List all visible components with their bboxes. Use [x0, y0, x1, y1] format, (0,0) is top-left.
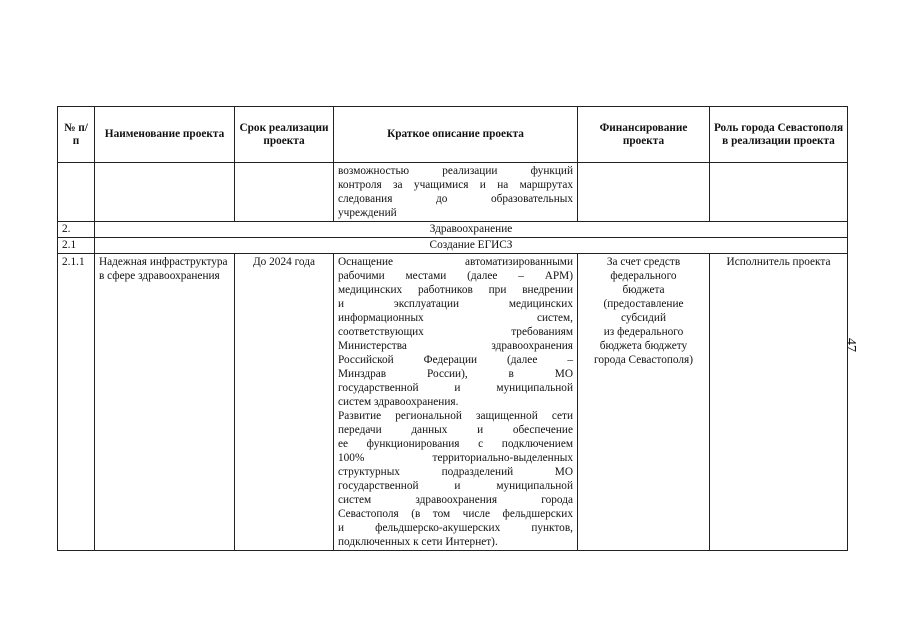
header-term: Срок реализации проекта — [235, 107, 334, 163]
desc-line: учреждений — [338, 207, 397, 219]
desc-line: рабочими местами (далее – АРМ) — [338, 270, 573, 282]
desc-line: государственной и муниципальной — [338, 382, 573, 394]
row-finance — [578, 254, 710, 551]
header-name: Наименование проекта — [95, 107, 235, 163]
desc-line: информационных систем, — [338, 312, 573, 324]
row-description — [334, 254, 578, 551]
continuation-row — [58, 163, 848, 222]
section-row — [58, 222, 848, 238]
row-num: 2.1.1 — [58, 254, 95, 551]
table-header-row — [58, 107, 848, 163]
header-num: № п/п — [58, 107, 95, 163]
cont-term — [235, 163, 334, 222]
desc-line: следования до образовательных — [338, 193, 573, 205]
desc-line: структурных подразделений МО — [338, 466, 573, 478]
desc-line: Российской Федерации (далее – — [338, 354, 573, 366]
project-table — [57, 106, 848, 551]
header-finance: Финансирование проекта — [578, 107, 710, 163]
subsection-title: Создание ЕГИСЗ — [95, 238, 848, 254]
cont-finance — [578, 163, 710, 222]
table-row — [58, 254, 848, 551]
subsection-row — [58, 238, 848, 254]
desc-line: соответствующих требованиям — [338, 326, 573, 338]
finance-line: (предоставление — [603, 298, 684, 310]
desc-line: Развитие региональной защищенной сети — [338, 410, 573, 422]
desc-line: Оснащение автоматизированными — [338, 256, 573, 268]
header-role: Роль города Севастополя в реализации проекта — [710, 107, 848, 163]
finance-line: из федерального — [603, 326, 684, 338]
cont-name — [95, 163, 235, 222]
desc-line: контроля за учащимися и на маршрутах — [338, 179, 573, 191]
finance-line: бюджета бюджету — [599, 340, 688, 352]
desc-line: систем здравоохранения. — [338, 396, 459, 408]
section-num: 2. — [58, 222, 95, 238]
desc-line: 100% территориально-выделенных — [338, 452, 573, 464]
desc-line: и эксплуатации медицинских — [338, 298, 573, 310]
header-description: Краткое описание проекта — [334, 107, 578, 163]
finance-line: За счет средств — [606, 256, 681, 268]
page-number: 47 — [843, 338, 858, 352]
desc-line: возможностью реализации функций — [338, 165, 573, 177]
finance-line: бюджета — [622, 284, 665, 296]
subsection-num: 2.1 — [58, 238, 95, 254]
desc-line: ее функционирования с подключением — [338, 438, 573, 450]
desc-line: государственной и муниципальной — [338, 480, 573, 492]
desc-line: Минздрав России), в МО — [338, 368, 573, 380]
desc-line: и фельдшерско-акушерских пунктов, — [338, 522, 573, 534]
desc-line: Министерства здравоохранения — [338, 340, 573, 352]
row-name: Надежная инфраструктура в сфере здравоохранения — [95, 254, 235, 551]
row-role: Исполнитель проекта — [710, 254, 848, 551]
cont-num — [58, 163, 95, 222]
desc-line: Севастополя (в том числе фельдшерских — [338, 508, 573, 520]
section-title: Здравоохранение — [95, 222, 848, 238]
desc-line: передачи данных и обеспечение — [338, 424, 573, 436]
row-term: До 2024 года — [235, 254, 334, 551]
desc-line: систем здравоохранения города — [338, 494, 573, 506]
finance-line: субсидий — [620, 312, 666, 324]
desc-line: подключенных к сети Интернет). — [338, 536, 498, 548]
finance-line: города Севастополя) — [593, 354, 694, 366]
cont-description — [334, 163, 578, 222]
desc-line: медицинских работников при внедрении — [338, 284, 573, 296]
finance-line: федерального — [610, 270, 677, 282]
cont-role — [710, 163, 848, 222]
